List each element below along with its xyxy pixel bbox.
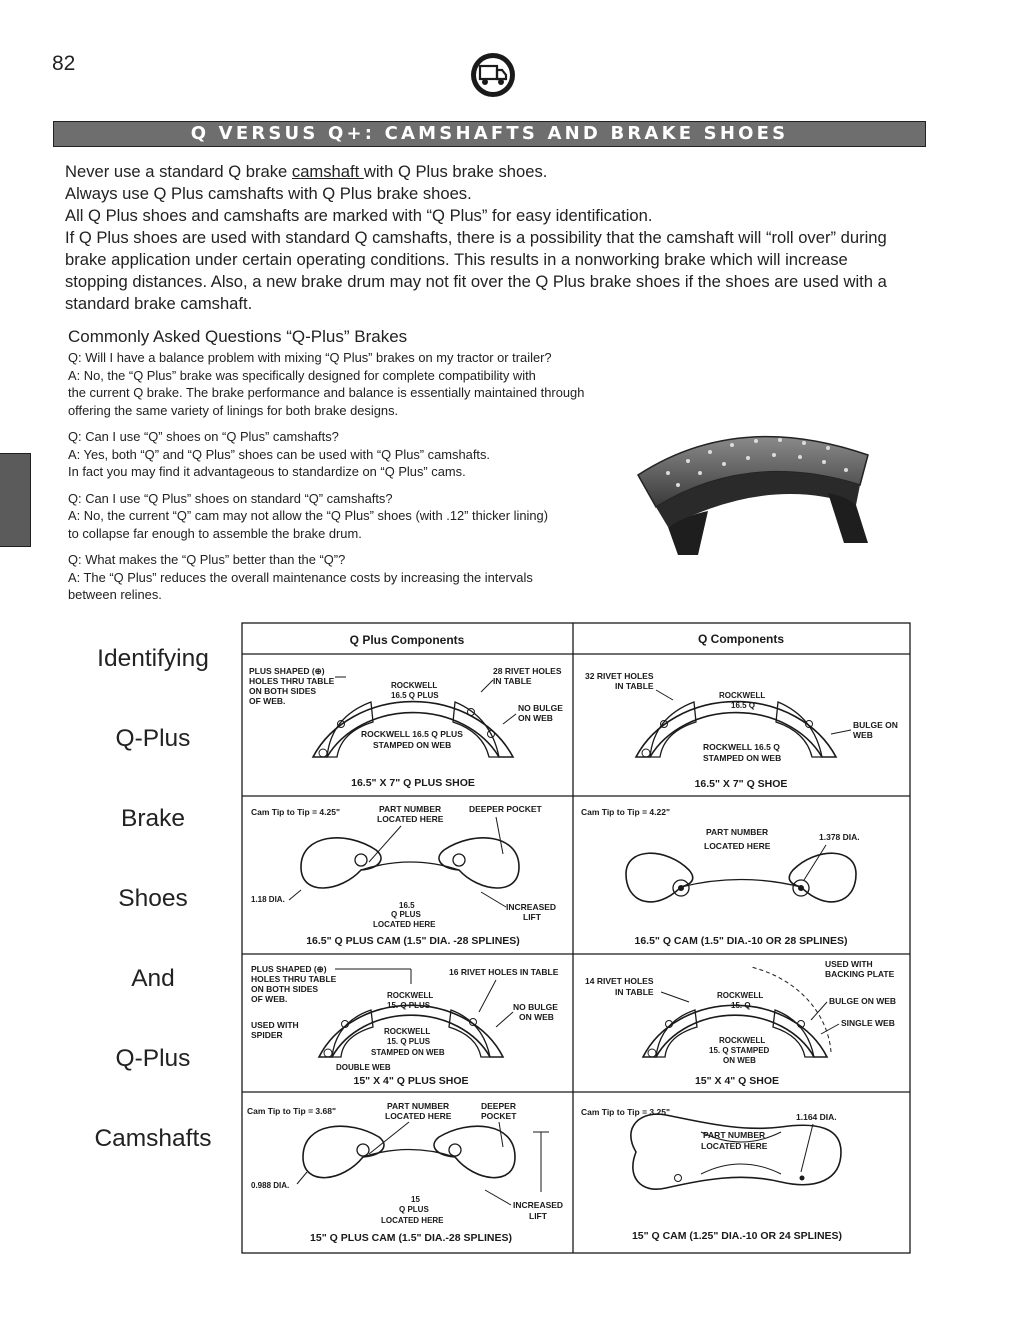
caption: 15" Q PLUS CAM (1.5" DIA.-28 SPLINES): [310, 1232, 512, 1244]
svg-text:16.5 Q PLUS: 16.5 Q PLUS: [391, 691, 439, 700]
svg-text:32 RIVET HOLES: 32 RIVET HOLES: [585, 671, 654, 681]
svg-text:ROCKWELL 16.5 Q PLUS: ROCKWELL 16.5 Q PLUS: [361, 729, 463, 739]
svg-text:USED WITH: USED WITH: [825, 959, 873, 969]
panel-qplus-cam-15: [247, 1101, 563, 1244]
svg-text:PART NUMBER: PART NUMBER: [379, 804, 442, 814]
caption: 16.5" X 7" Q SHOE: [694, 778, 788, 790]
svg-text:0.988 DIA.: 0.988 DIA.: [251, 1181, 290, 1190]
faq-question: Q: Can I use “Q Plus” shoes on standard “Q” camshafts?: [68, 490, 393, 506]
panel-q-shoe-15: [585, 959, 896, 1087]
svg-text:ROCKWELL: ROCKWELL: [384, 1027, 431, 1036]
faq-item: [68, 490, 668, 543]
faq-heading: Commonly Asked Questions “Q-Plus” Brakes: [68, 327, 408, 346]
svg-text:STAMPED ON WEB: STAMPED ON WEB: [373, 740, 452, 750]
svg-text:15: 15: [411, 1195, 420, 1204]
svg-text:STAMPED ON WEB: STAMPED ON WEB: [371, 1048, 445, 1057]
svg-text:Cam Tip to Tip = 3.68": Cam Tip to Tip = 3.68": [247, 1106, 336, 1116]
side-label: Identifying: [97, 645, 209, 672]
faq-answer: offering the same variety of linings for both brake designs.: [68, 402, 399, 418]
side-tab-marker: [0, 453, 31, 547]
intro-line: All Q Plus shoes and camshafts are marked with “Q Plus” for easy identification.: [65, 206, 653, 225]
svg-text:INCREASED: INCREASED: [506, 902, 557, 912]
svg-text:DEEPER POCKET: DEEPER POCKET: [469, 804, 542, 814]
svg-text:1.164 DIA.: 1.164 DIA.: [796, 1112, 837, 1122]
caption: 16.5" X 7" Q PLUS SHOE: [351, 777, 475, 789]
svg-text:PART NUMBER: PART NUMBER: [387, 1101, 450, 1111]
faq-section: [68, 326, 668, 613]
svg-text:NO BULGE: NO BULGE: [518, 703, 563, 713]
side-label: Q-Plus: [115, 1045, 191, 1072]
faq-answer: A: No, the “Q Plus” brake was specifically designed for complete compatibility with: [68, 367, 536, 383]
svg-text:LOCATED HERE: LOCATED HERE: [377, 814, 444, 824]
svg-text:LOCATED HERE: LOCATED HERE: [385, 1111, 452, 1121]
svg-text:15. Q PLUS: 15. Q PLUS: [387, 1037, 431, 1046]
svg-text:16.5: 16.5: [399, 901, 415, 910]
svg-text:SINGLE WEB: SINGLE WEB: [841, 1018, 895, 1028]
svg-text:DEEPER: DEEPER: [481, 1101, 516, 1111]
svg-text:16 RIVET HOLES IN TABLE: 16 RIVET HOLES IN TABLE: [449, 967, 559, 977]
svg-text:OF WEB.: OF WEB.: [249, 696, 286, 706]
faq-item: [68, 551, 668, 604]
faq-answer: A: Yes, both “Q” and “Q Plus” shoes can be used with “Q Plus” camshafts.: [68, 446, 491, 462]
panel-q-shoe-16: [585, 671, 898, 790]
svg-text:BACKING PLATE: BACKING PLATE: [825, 969, 895, 979]
camshaft-link[interactable]: camshaft: [291, 162, 364, 181]
page-number: 82: [52, 52, 76, 75]
svg-text:HOLES THRU TABLE: HOLES THRU TABLE: [251, 974, 337, 984]
panel-qplus-shoe-15: [251, 964, 559, 1087]
panel-qplus-shoe-16: [249, 666, 563, 789]
intro-line: brake application under certain operating conditions. This results in a nonworking brake which will increase: [65, 250, 848, 269]
svg-text:15. Q STAMPED: 15. Q STAMPED: [709, 1046, 770, 1055]
svg-text:NO BULGE: NO BULGE: [513, 1002, 558, 1012]
side-label: Camshafts: [94, 1125, 212, 1152]
intro-line: stopping distances. Also, a new brake drum may not fit over the Q Plus brake shoes if the shoes are used with a: [65, 272, 887, 291]
caption: 15" X 4" Q SHOE: [694, 1075, 780, 1087]
svg-text:LOCATED HERE: LOCATED HERE: [381, 1216, 444, 1225]
truck-icon: [470, 52, 516, 98]
svg-text:15. Q: 15. Q: [731, 1001, 751, 1010]
svg-text:BULGE ON: BULGE ON: [853, 720, 898, 730]
svg-text:PART NUMBER: PART NUMBER: [703, 1130, 766, 1140]
faq-answer: between relines.: [68, 587, 162, 602]
section-banner: Q VERSUS Q+: CAMSHAFTS AND BRAKE SHOES: [53, 121, 926, 147]
intro-line: Always use Q Plus camshafts with Q Plus brake shoes.: [65, 184, 472, 203]
svg-text:IN TABLE: IN TABLE: [615, 987, 654, 997]
intro-line: standard brake camshaft.: [65, 294, 253, 313]
svg-text:ON BOTH SIDES: ON BOTH SIDES: [249, 686, 317, 696]
side-label: Q-Plus: [115, 725, 191, 752]
faq-answer: A: No, the current “Q” cam may not allow the “Q Plus” shoes (with .12” thicker lining): [68, 508, 548, 523]
svg-text:OF WEB.: OF WEB.: [251, 994, 288, 1004]
side-label: Brake: [120, 805, 185, 832]
svg-text:14 RIVET HOLES: 14 RIVET HOLES: [585, 976, 654, 986]
panel-q-cam-16: [581, 807, 860, 947]
svg-text:DOUBLE WEB: DOUBLE WEB: [336, 1063, 391, 1072]
svg-text:LOCATED HERE: LOCATED HERE: [701, 1141, 768, 1151]
svg-text:LIFT: LIFT: [523, 912, 541, 922]
faq-item: [68, 349, 668, 419]
svg-text:Cam Tip to Tip = 3.25": Cam Tip to Tip = 3.25": [581, 1107, 670, 1117]
svg-text:LIFT: LIFT: [529, 1211, 547, 1221]
col-header-q: Q Components: [698, 632, 784, 646]
side-label: Shoes: [118, 885, 188, 912]
side-label: And: [131, 965, 175, 992]
svg-text:STAMPED ON WEB: STAMPED ON WEB: [703, 753, 782, 763]
faq-answer: In fact you may find it advantageous to standardize on “Q Plus” cams.: [68, 464, 466, 479]
svg-text:IN TABLE: IN TABLE: [615, 681, 654, 691]
svg-text:PART NUMBER: PART NUMBER: [706, 827, 769, 837]
svg-text:HOLES THRU TABLE: HOLES THRU TABLE: [249, 676, 335, 686]
svg-text:USED WITH: USED WITH: [251, 1020, 299, 1030]
caption: 16.5" Q CAM (1.5" DIA.-10 OR 28 SPLINES): [634, 935, 848, 947]
svg-text:ROCKWELL: ROCKWELL: [719, 691, 766, 700]
faq-question: Q: Will I have a balance problem with mixing “Q Plus” brakes on my tractor or trailer?: [68, 350, 552, 365]
caption: 15" X 4" Q PLUS SHOE: [353, 1075, 469, 1087]
svg-text:PLUS SHAPED (⊕): PLUS SHAPED (⊕): [249, 666, 325, 676]
svg-text:ON WEB: ON WEB: [519, 1012, 554, 1022]
svg-text:POCKET: POCKET: [481, 1111, 517, 1121]
svg-text:ON BOTH SIDES: ON BOTH SIDES: [251, 984, 319, 994]
svg-text:LOCATED HERE: LOCATED HERE: [704, 841, 771, 851]
intro-line: If Q Plus shoes are used with standard Q camshafts, there is a possibility that the camshaft will “roll over” during: [65, 228, 887, 247]
svg-text:ROCKWELL: ROCKWELL: [717, 991, 764, 1000]
caption: 16.5" Q PLUS CAM (1.5" DIA. -28 SPLINES): [306, 935, 520, 947]
svg-text:ON WEB: ON WEB: [723, 1056, 756, 1065]
svg-text:WEB: WEB: [853, 730, 873, 740]
svg-text:1.18 DIA.: 1.18 DIA.: [251, 895, 285, 904]
svg-text:ROCKWELL 16.5 Q: ROCKWELL 16.5 Q: [703, 742, 780, 752]
svg-text:1.378 DIA.: 1.378 DIA.: [819, 832, 860, 842]
svg-text:ROCKWELL: ROCKWELL: [719, 1036, 766, 1045]
svg-text:16.5 Q: 16.5 Q: [731, 701, 756, 710]
faq-answer: to collapse far enough to assemble the brake drum.: [68, 525, 362, 541]
panel-qplus-cam-16: [251, 804, 556, 947]
svg-text:PLUS SHAPED (⊕): PLUS SHAPED (⊕): [251, 964, 327, 974]
svg-text:LOCATED HERE: LOCATED HERE: [373, 920, 436, 929]
svg-text:ROCKWELL: ROCKWELL: [391, 681, 438, 690]
svg-text:ON WEB: ON WEB: [518, 713, 553, 723]
svg-text:BULGE ON WEB: BULGE ON WEB: [829, 996, 897, 1006]
svg-text:15. Q PLUS: 15. Q PLUS: [387, 1001, 431, 1010]
intro-text: [65, 161, 935, 315]
caption: 15" Q CAM (1.25" DIA.-10 OR 24 SPLINES): [631, 1230, 843, 1242]
col-header-qplus: Q Plus Components: [349, 633, 465, 647]
faq-question: Q: Can I use “Q” shoes on “Q Plus” camshafts?: [68, 429, 339, 444]
faq-answer: A: The “Q Plus” reduces the overall maintenance costs by increasing the intervals: [68, 569, 533, 585]
panel-q-cam-15: [581, 1107, 842, 1242]
faq-item: [68, 428, 668, 481]
brake-shoe-photo: [628, 415, 888, 560]
faq-question: Q: What makes the “Q Plus” better than the “Q”?: [68, 552, 346, 567]
svg-text:ROCKWELL: ROCKWELL: [387, 991, 434, 1000]
faq-answer: the current Q brake. The brake performance and balance is essentially maintained through: [68, 385, 585, 400]
svg-text:Cam Tip to Tip = 4.25": Cam Tip to Tip = 4.25": [251, 807, 340, 817]
svg-text:Q PLUS: Q PLUS: [391, 910, 421, 919]
svg-text:SPIDER: SPIDER: [251, 1030, 283, 1040]
svg-text:INCREASED: INCREASED: [513, 1200, 564, 1210]
svg-text:Cam Tip to Tip = 4.22": Cam Tip to Tip = 4.22": [581, 807, 670, 817]
intro-line: Never use a standard Q brake camshaft with Q Plus brake shoes.: [65, 162, 548, 181]
component-diagram: [241, 622, 913, 1256]
svg-text:28 RIVET HOLES: 28 RIVET HOLES: [493, 666, 562, 676]
svg-text:IN TABLE: IN TABLE: [493, 676, 532, 686]
svg-text:Q PLUS: Q PLUS: [399, 1205, 429, 1214]
